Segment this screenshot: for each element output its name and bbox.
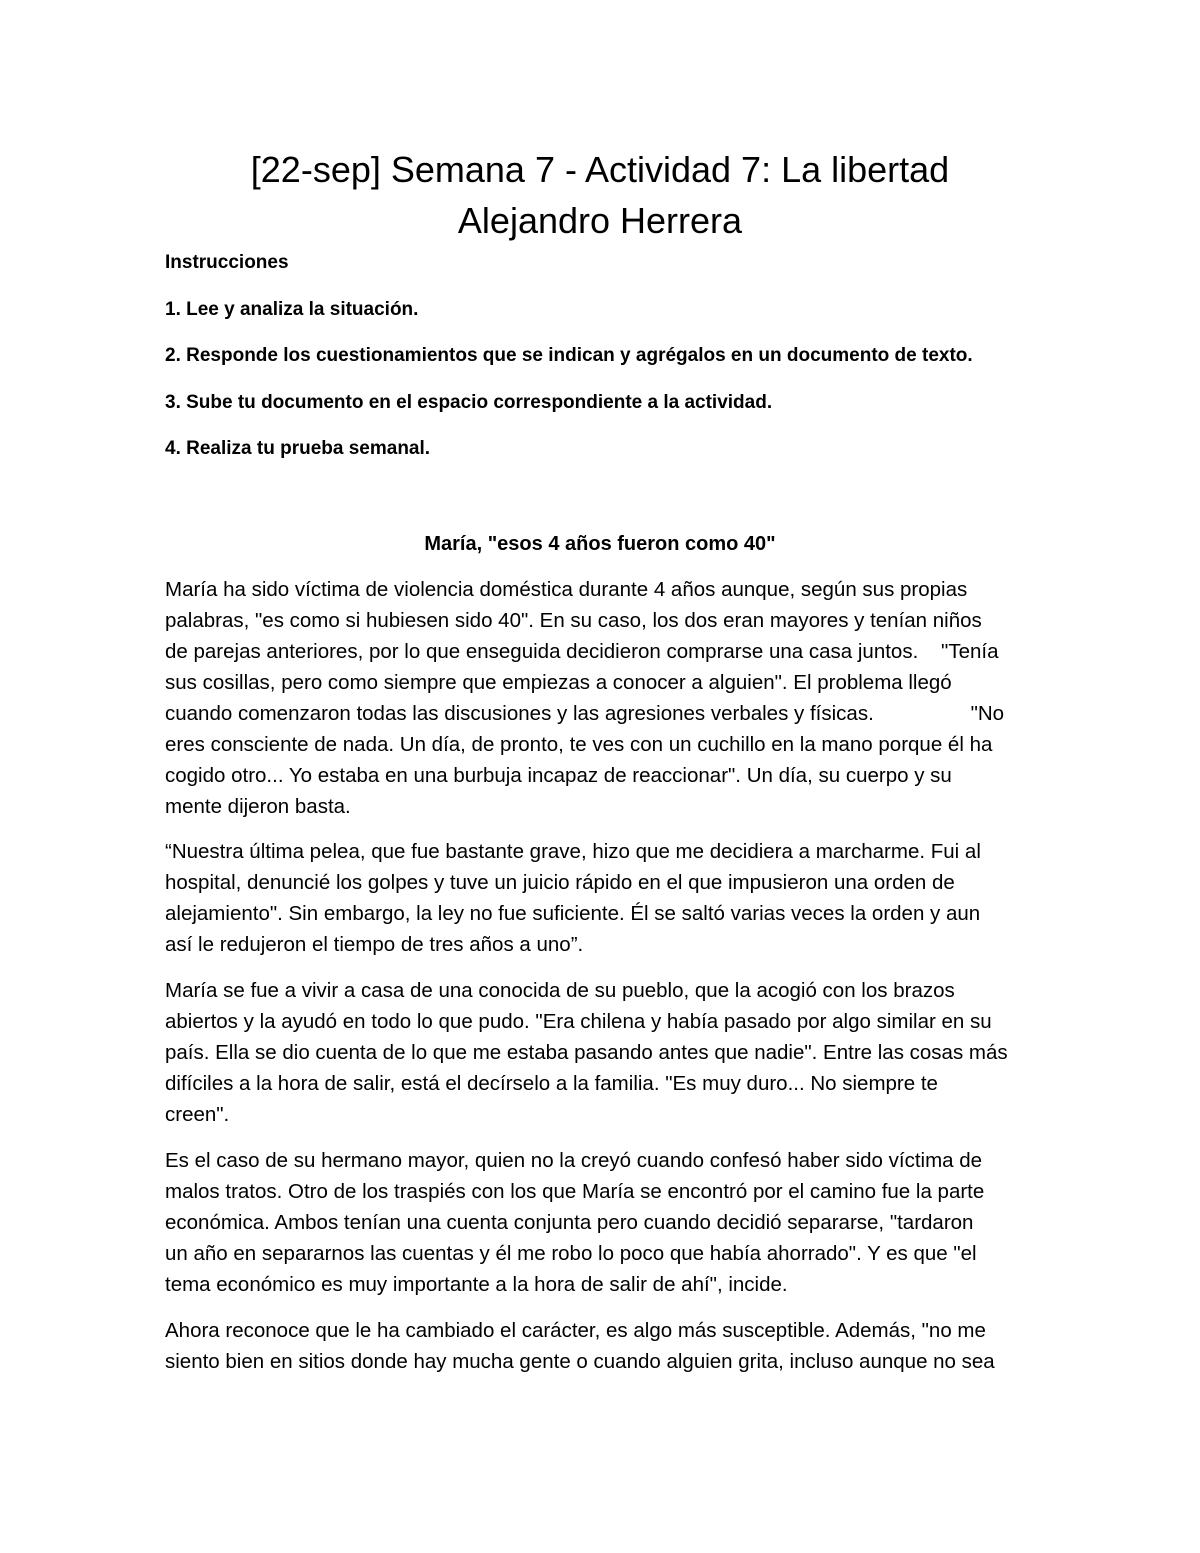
story-paragraph [165, 975, 1045, 1130]
story-paragraph [165, 836, 1045, 960]
instruction-item: 1. Lee y analiza la situación. [165, 299, 419, 320]
instruction-item: 3. Sube tu documento en el espacio correspondiente a la actividad. [165, 392, 773, 413]
paragraph-line: país. Ella se dio cuenta de lo que me estaba pasando antes que nadie". Entre las cosas más [165, 1041, 1008, 1064]
paragraph-line: tema económico es muy importante a la hora de salir de ahí", incide. [165, 1273, 788, 1296]
instruction-item: 2. Responde los cuestionamientos que se indican y agrégalos en un documento de texto. [165, 345, 973, 366]
instruction-item: 4. Realiza tu prueba semanal. [165, 438, 431, 459]
paragraph-line: difíciles a la hora de salir, está el decírselo a la familia. "Es muy duro... No siempre te [165, 1072, 938, 1095]
paragraph-line: María se fue a vivir a casa de una conocida de su pueblo, que la acogió con los brazos [165, 979, 955, 1002]
paragraph-line: sus cosillas, pero como siempre que empiezas a conocer a alguien". El problema llegó [165, 671, 952, 694]
paragraph-line: malos tratos. Otro de los traspiés con los que María se encontró por el camino fue la parte [165, 1180, 985, 1203]
paragraph-line: “Nuestra última pelea, que fue bastante grave, hizo que me decidiera a marcharme. Fui al [165, 840, 981, 863]
paragraph-line: hospital, denuncié los golpes y tuve un juicio rápido en el que impusieron una orden de [165, 871, 955, 894]
story-title: María, "esos 4 años fueron como 40" [424, 533, 776, 555]
story-paragraph [165, 1145, 1045, 1300]
document-title: [22-sep] Semana 7 - Actividad 7: La libertad [250, 149, 950, 190]
paragraph-line: palabras, "es como si hubiesen sido 40". En su caso, los dos eran mayores y tenían niños [165, 609, 982, 632]
paragraph-line: económica. Ambos tenían una cuenta conjunta pero cuando decidió separarse, "tardaron [165, 1211, 974, 1234]
story-paragraph [165, 1315, 1045, 1377]
paragraph-line: así le redujeron el tiempo de tres años a uno”. [165, 933, 584, 956]
story-paragraph [165, 574, 1045, 822]
paragraph-line: cuando comenzaron todas las discusiones y las agresiones verbales y físicas. "No [165, 702, 1005, 725]
paragraph-line: Ahora reconoce que le ha cambiado el carácter, es algo más susceptible. Además, "no me [165, 1319, 986, 1342]
paragraph-line: de parejas anteriores, por lo que enseguida decidieron comprarse una casa juntos. "Tenía [165, 640, 999, 663]
paragraph-line: creen". [165, 1103, 230, 1126]
paragraph-line: siento bien en sitios donde hay mucha gente o cuando alguien grita, incluso aunque no sea [165, 1350, 995, 1373]
paragraph-line: alejamiento". Sin embargo, la ley no fue suficiente. Él se saltó varias veces la orden y aun [165, 902, 981, 925]
paragraph-line: mente dijeron basta. [165, 795, 351, 818]
author-name: Alejandro Herrera [457, 200, 743, 241]
paragraph-line: eres consciente de nada. Un día, de pronto, te ves con un cuchillo en la mano porque él ha [165, 733, 993, 756]
paragraph-line: María ha sido víctima de violencia doméstica durante 4 años aunque, según sus propias [165, 578, 968, 601]
paragraph-line: cogido otro... Yo estaba en una burbuja incapaz de reaccionar". Un día, su cuerpo y su [165, 764, 952, 787]
instructions-heading: Instrucciones [165, 252, 289, 273]
paragraph-line: un año en separarnos las cuentas y él me robo lo poco que había ahorrado". Y es que "el [165, 1242, 977, 1265]
paragraph-line: abiertos y la ayudó en todo lo que pudo. "Era chilena y había pasado por algo similar en su [165, 1010, 992, 1033]
paragraph-line: Es el caso de su hermano mayor, quien no la creyó cuando confesó haber sido víctima de [165, 1149, 983, 1172]
